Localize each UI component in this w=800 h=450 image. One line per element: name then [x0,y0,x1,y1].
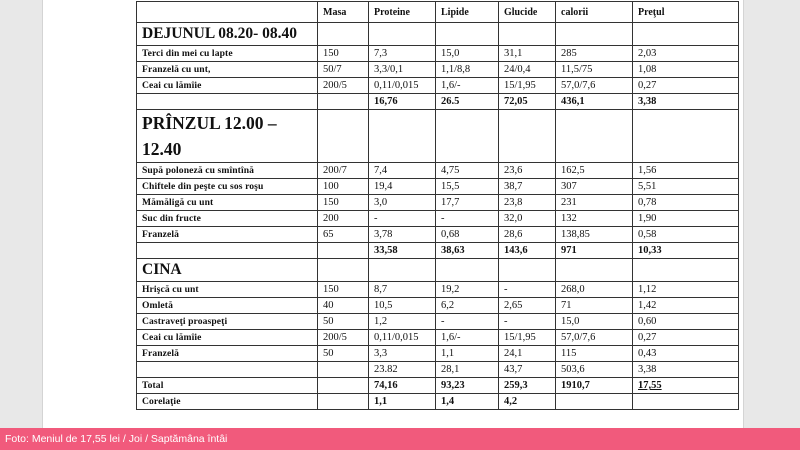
value-cell [633,394,739,410]
item-name-cell [137,94,318,110]
value-cell: 24,1 [499,346,556,362]
item-name-cell: Ceai cu lămîie [137,330,318,346]
value-cell: 93,23 [436,378,499,394]
value-cell: 0,11/0,015 [369,78,436,94]
item-name-cell: Omletă [137,298,318,314]
menu-item-row [137,227,739,243]
value-cell: 10,33 [633,243,739,259]
menu-table [136,1,739,410]
value-cell: 971 [556,243,633,259]
empty-cell [318,259,369,282]
value-cell: 1,90 [633,211,739,227]
section-title: PRÎNZUL 12.00 – 12.40 [137,110,318,163]
value-cell: 285 [556,46,633,62]
empty-cell [499,23,556,46]
value-cell: 71 [556,298,633,314]
value-cell [318,362,369,378]
value-cell: - [436,211,499,227]
empty-cell [369,259,436,282]
value-cell: 1,56 [633,163,739,179]
section-subtotal-row [137,362,739,378]
value-cell: - [499,314,556,330]
empty-cell [499,110,556,163]
value-cell: 15/1,95 [499,330,556,346]
header-cell: Proteine [369,2,436,23]
value-cell: 23.82 [369,362,436,378]
value-cell: 50 [318,346,369,362]
value-cell [556,394,633,410]
value-cell: 1,42 [633,298,739,314]
document-page [42,0,744,428]
empty-cell [499,259,556,282]
section-total-row [137,243,739,259]
value-cell: 259,3 [499,378,556,394]
item-name-cell: Castraveţi proaspeţi [137,314,318,330]
menu-item-row [137,195,739,211]
empty-cell [633,110,739,163]
value-cell: - [369,211,436,227]
menu-item-row [137,179,739,195]
empty-cell [633,23,739,46]
grand-total-row [137,378,739,394]
value-cell [318,243,369,259]
item-name-cell: Mămăligă cu unt [137,195,318,211]
empty-cell [436,259,499,282]
value-cell: 0,60 [633,314,739,330]
value-cell: 162,5 [556,163,633,179]
value-cell: 43,7 [499,362,556,378]
value-cell: 150 [318,46,369,62]
value-cell [318,94,369,110]
header-cell: Masa [318,2,369,23]
value-cell: 19,4 [369,179,436,195]
header-cell: Lipide [436,2,499,23]
value-cell: - [436,314,499,330]
empty-cell [436,110,499,163]
header-cell: calorii [556,2,633,23]
value-cell: 2,65 [499,298,556,314]
value-cell: 1,1 [436,346,499,362]
value-cell: 0,27 [633,78,739,94]
value-cell: 4,2 [499,394,556,410]
value-cell: 436,1 [556,94,633,110]
value-cell: 200/5 [318,78,369,94]
menu-item-row [137,211,739,227]
value-cell: 150 [318,282,369,298]
value-cell: 57,0/7,6 [556,330,633,346]
photo-caption: Foto: Meniul de 17,55 lei / Joi / Saptămâna întâi [0,428,800,450]
value-cell: 132 [556,211,633,227]
value-cell [318,378,369,394]
value-cell: 40 [318,298,369,314]
item-name-cell: Franzelă [137,227,318,243]
value-cell: 268,0 [556,282,633,298]
value-cell: 0,58 [633,227,739,243]
menu-item-row [137,62,739,78]
value-cell: 50 [318,314,369,330]
value-cell: 17,55 [633,378,739,394]
header-cell: Glucide [499,2,556,23]
value-cell: 16,76 [369,94,436,110]
value-cell: 57,0/7,6 [556,78,633,94]
value-cell: 1,2 [369,314,436,330]
value-cell: 2,03 [633,46,739,62]
value-cell: 11,5/75 [556,62,633,78]
value-cell: 0,68 [436,227,499,243]
empty-cell [556,23,633,46]
value-cell: 10,5 [369,298,436,314]
value-cell: 32,0 [499,211,556,227]
item-name-cell: Franzelă [137,346,318,362]
section-heading-row [137,110,739,163]
value-cell: 1,1/8,8 [436,62,499,78]
value-cell: 19,2 [436,282,499,298]
value-cell: 143,6 [499,243,556,259]
value-cell: 1,4 [436,394,499,410]
value-cell: 0,11/0,015 [369,330,436,346]
value-cell: 38,63 [436,243,499,259]
menu-item-row [137,346,739,362]
item-name-cell: Hrişcă cu unt [137,282,318,298]
menu-item-row [137,46,739,62]
item-name-cell: Total [137,378,318,394]
menu-table-body [137,2,739,410]
value-cell: 1,12 [633,282,739,298]
value-cell: 1,1 [369,394,436,410]
value-cell: 0,78 [633,195,739,211]
item-name-cell: Ceai cu lămîie [137,78,318,94]
value-cell: 1,6/- [436,78,499,94]
header-cell: Preţul [633,2,739,23]
value-cell: 15,5 [436,179,499,195]
menu-item-row [137,330,739,346]
value-cell: 33,58 [369,243,436,259]
value-cell: 3,38 [633,94,739,110]
header-cell [137,2,318,23]
value-cell: 8,7 [369,282,436,298]
empty-cell [633,259,739,282]
value-cell: 150 [318,195,369,211]
value-cell: 115 [556,346,633,362]
value-cell: 26.5 [436,94,499,110]
section-heading-row [137,259,739,282]
item-name-cell: Franzelă cu unt, [137,62,318,78]
correlation-row [137,394,739,410]
value-cell: 65 [318,227,369,243]
value-cell: 23,6 [499,163,556,179]
section-title: DEJUNUL 08.20- 08.40 [137,23,318,46]
value-cell: 138,85 [556,227,633,243]
value-cell: 7,3 [369,46,436,62]
item-name-cell: Corelaţie [137,394,318,410]
empty-cell [436,23,499,46]
value-cell: 5,51 [633,179,739,195]
value-cell: 100 [318,179,369,195]
value-cell: 23,8 [499,195,556,211]
menu-item-row [137,314,739,330]
value-cell: 231 [556,195,633,211]
value-cell: 72,05 [499,94,556,110]
value-cell [318,394,369,410]
value-cell: 38,7 [499,179,556,195]
value-cell: 3,3 [369,346,436,362]
value-cell: 3,38 [633,362,739,378]
value-cell: 15,0 [436,46,499,62]
section-title: CINA [137,259,318,282]
value-cell: 200/7 [318,163,369,179]
item-name-cell [137,362,318,378]
value-cell: 28,6 [499,227,556,243]
value-cell: 3,78 [369,227,436,243]
value-cell: 1,08 [633,62,739,78]
item-name-cell: Suc din fructe [137,211,318,227]
value-cell: 3,3/0,1 [369,62,436,78]
value-cell: 6,2 [436,298,499,314]
value-cell: 3,0 [369,195,436,211]
empty-cell [369,110,436,163]
value-cell: 1910,7 [556,378,633,394]
value-cell: 0,27 [633,330,739,346]
value-cell: 1,6/- [436,330,499,346]
menu-item-row [137,298,739,314]
empty-cell [318,110,369,163]
value-cell: 503,6 [556,362,633,378]
empty-cell [369,23,436,46]
empty-cell [318,23,369,46]
value-cell: 4,75 [436,163,499,179]
empty-cell [556,259,633,282]
value-cell: 307 [556,179,633,195]
item-name-cell: Supă poloneză cu smîntînă [137,163,318,179]
value-cell: - [499,282,556,298]
value-cell: 74,16 [369,378,436,394]
value-cell: 17,7 [436,195,499,211]
section-heading-row [137,23,739,46]
value-cell: 31,1 [499,46,556,62]
value-cell: 15,0 [556,314,633,330]
table-header-row [137,2,739,23]
section-total-row [137,94,739,110]
value-cell: 28,1 [436,362,499,378]
menu-item-row [137,78,739,94]
value-cell: 7,4 [369,163,436,179]
item-name-cell [137,243,318,259]
value-cell: 24/0,4 [499,62,556,78]
value-cell: 50/7 [318,62,369,78]
value-cell: 200 [318,211,369,227]
menu-item-row [137,163,739,179]
value-cell: 15/1,95 [499,78,556,94]
menu-item-row [137,282,739,298]
item-name-cell: Chiftele din peşte cu sos roşu [137,179,318,195]
value-cell: 200/5 [318,330,369,346]
item-name-cell: Terci din mei cu lapte [137,46,318,62]
value-cell: 0,43 [633,346,739,362]
empty-cell [556,110,633,163]
